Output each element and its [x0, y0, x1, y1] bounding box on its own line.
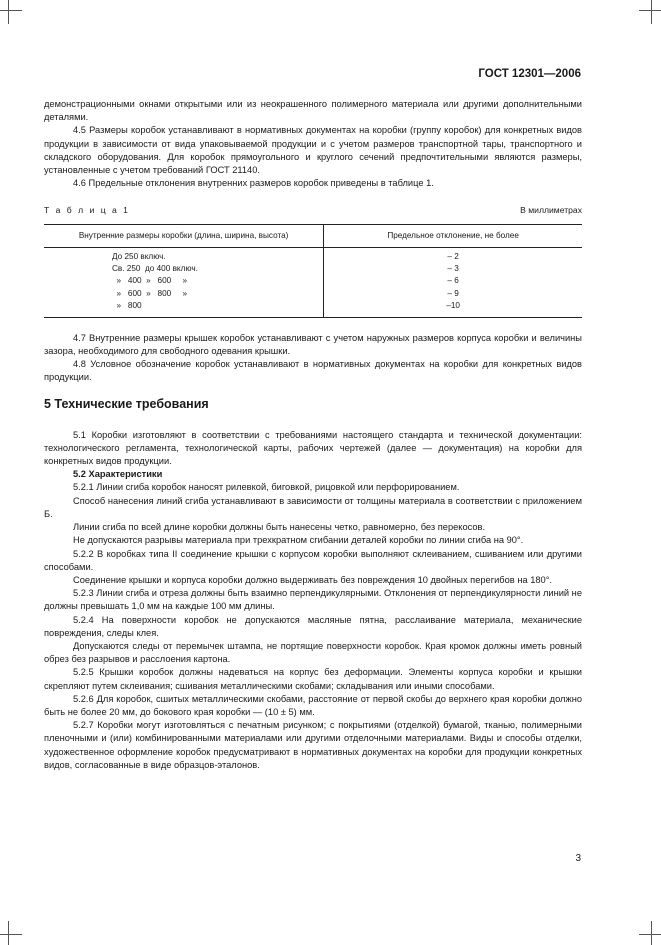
table-header-deviation: Предельное отклонение, не более [324, 224, 582, 247]
paragraph-fold-lines: Линии сгиба по всей длине коробки должны быть нанесены четко, равномерно, без перекосов. [73, 522, 486, 533]
table-caption-row [44, 204, 582, 217]
paragraph-4-6: 4.6 Предельные отклонения внутренних размеров коробок приведены в таблице 1. [73, 178, 434, 189]
section-5-heading: 5 Технические требования [44, 397, 209, 412]
paragraph-5-2-1: 5.2.1 Линии сгиба коробок наносят рилевкой, биговкой, рицовкой или перфорированием. [73, 482, 460, 493]
size-value: » 400 » 600 » [112, 276, 188, 286]
crop-mark-bottom-right [651, 921, 652, 945]
deviation-table [44, 224, 582, 318]
deviation-value: – 3 [447, 264, 459, 274]
table-header-sizes: Внутренние размеры коробки (длина, ширина, высота) [44, 224, 324, 247]
deviation-value: –10 [446, 301, 460, 311]
table-units: В миллиметрах [520, 205, 582, 216]
size-value: » 600 » 800 » [112, 288, 188, 298]
page-number: 3 [575, 853, 581, 864]
crop-mark-top-right [651, 0, 652, 24]
crop-mark-top-left [8, 0, 9, 24]
size-value: » 800 [112, 301, 142, 311]
paragraph-5-2-5: 5.2.5 Крышки коробок должны надеваться на корпус без деформации. Элементы корпуса коробки и крышки скрепляют путем склеивания; сшивания металлическими скобами; складывания или иными способами. [44, 667, 582, 691]
paragraph-4-7: 4.7 Внутренние размеры крышек коробок устанавливают с учетом наружных размеров корпуса коробки и величины зазора, необходимого для свободного одевания крышки. [44, 332, 582, 356]
crop-mark-bottom-left-h [0, 934, 22, 935]
paragraph-5-2-2: 5.2.2 В коробках типа II соединение крышки с корпусом коробки выполняют склеиванием, сшиванием или другими способами. [44, 548, 582, 572]
page-body [44, 98, 582, 772]
deviation-value: – 9 [447, 288, 459, 298]
paragraph-lid-joint: Соединение крышки и корпуса коробки должно выдерживать без повреждения 10 двойных перегибов на 180°. [73, 574, 553, 585]
paragraph-4-5: 4.5 Размеры коробок устанавливают в нормативных документах на коробки (группу коробок) для конкретных видов продукции в зависимости от вида упаковываемой продукции и с учетом размеров транспортной тары, транспортного и складского оборудования. Для коробок прямоугольного и круглого сечений предпочтительными являются размеры, установленные с учетом требований ГОСТ 21140. [44, 125, 582, 176]
paragraph-continuation: демонстрационными окнами открытыми или из неокрашенного полимерного материала или другими дополнительными деталями. [44, 99, 582, 123]
deviation-value: – 6 [447, 276, 459, 286]
paragraph-5-2-4: 5.2.4 На поверхности коробок не допускаются масляные пятна, расслаивание материала, механические повреждения, следы клея. [44, 614, 582, 638]
crop-mark-top-left-h [0, 10, 22, 11]
size-value: До 250 включ. [112, 251, 166, 261]
paragraph-4-8: 4.8 Условное обозначение коробок устанавливают в нормативных документах на коробки для конкретных видов продукции. [44, 359, 582, 383]
table-caption: Т а б л и ц а 1 [44, 205, 130, 216]
table-row [44, 247, 582, 317]
paragraph-fold-breaks: Не допускаются разрывы материала при трехкратном сгибании деталей коробки по линии сгиба на 90°. [73, 535, 524, 546]
crop-mark-bottom-left [8, 921, 9, 945]
paragraph-5-2-3: 5.2.3 Линии сгиба и отреза должны быть взаимно перпендикулярными. Отклонения от перпендикулярности линий не должны превышать 1,0 мм на каждые 100 мм длины. [44, 588, 582, 612]
size-value: Св. 250 до 400 включ. [112, 264, 198, 274]
table-sizes-cell [44, 247, 324, 317]
crop-mark-top-right-h [639, 10, 661, 11]
paragraph-5-1: 5.1 Коробки изготовляют в соответствии с требованиями настоящего стандарта и технической документации: технологического регламента, технологической карты, рабочих чертежей (далее — документация) на коробки для конкретных видов продукции. [44, 429, 582, 467]
deviation-value: – 2 [447, 251, 459, 261]
paragraph-die-traces: Допускаются следы от перемычек штампа, не портящие поверхности коробок. Края кромок должны иметь ровный обрез без разрывов и расслоения картона. [44, 640, 582, 665]
paragraph-5-2-7: 5.2.7 Коробки могут изготовляться с печатным рисунком; с покрытиями (отделкой) бумагой, тканью, полимерными пленочными и (или) комбинированными материалами или другими отделочными материалами. Виды и способы отделки, художественное оформление коробок предусматривают в нормативных документах на коробки для продукции конкретных видов, согласованные в виде образцов-эталонов. [44, 720, 582, 770]
subheading-5-2: 5.2 Характеристики [73, 469, 163, 480]
standard-number: ГОСТ 12301—2006 [478, 68, 581, 80]
table-header-row [44, 224, 582, 247]
table-deviation-cell [324, 247, 582, 317]
paragraph-5-2-6: 5.2.6 Для коробок, сшитых металлическими скобами, расстояние от первой скобы до верхнего края коробки должно быть не более 20 мм, до бокового края коробки — (10 ± 5) мм. [44, 693, 582, 717]
paragraph-fold-method: Способ нанесения линий сгиба устанавливают в зависимости от толщины материала в соответствии с приложением Б. [44, 495, 582, 519]
crop-mark-bottom-right-h [639, 934, 661, 935]
